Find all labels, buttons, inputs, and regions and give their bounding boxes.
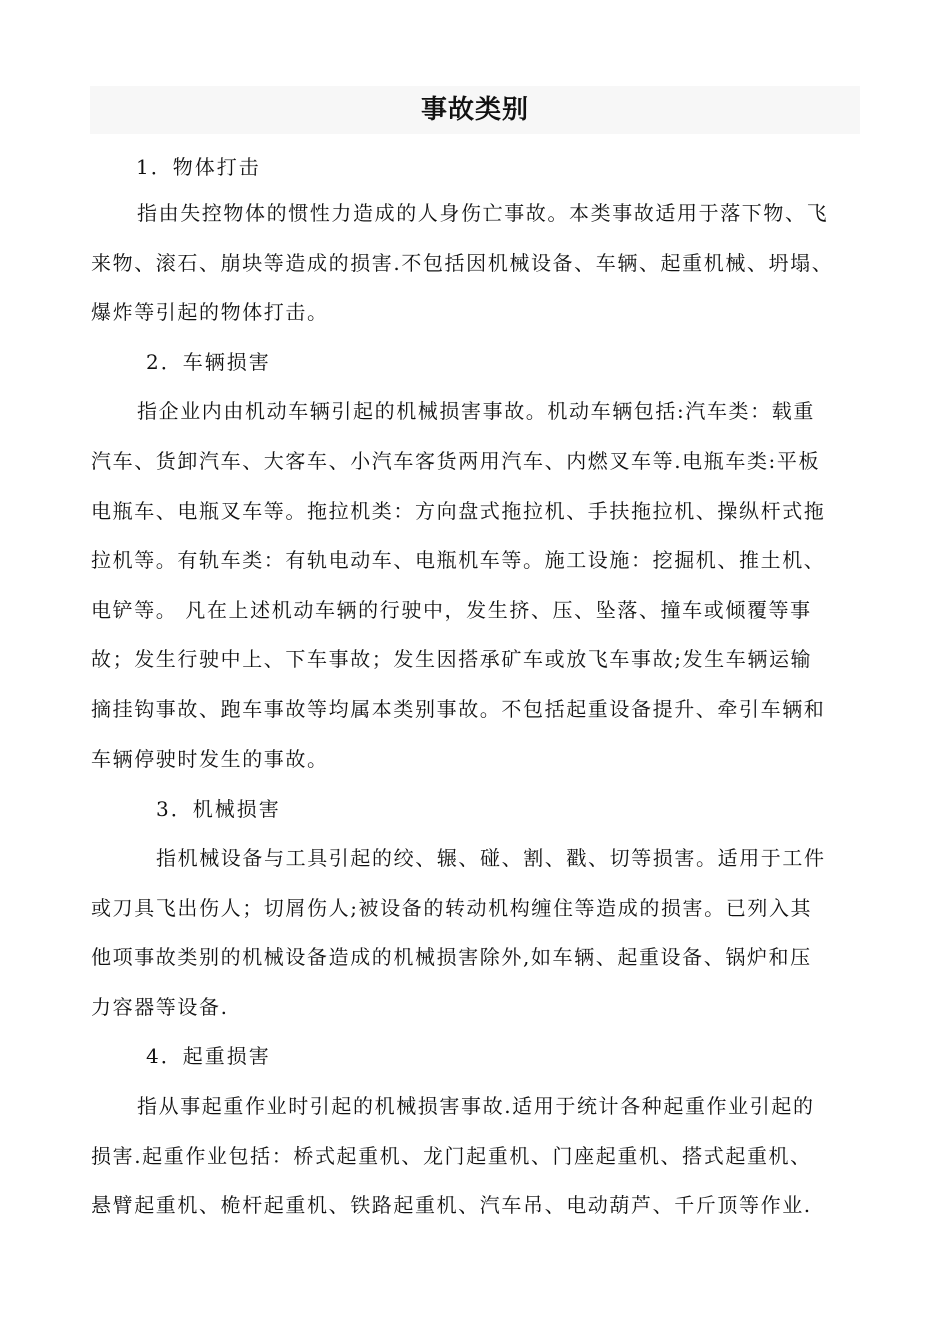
- paragraph-line: 摘挂钩事故、跑车事故等均属本类别事故。不包括起重设备提升、牵引车辆和: [91, 697, 826, 721]
- paragraph-line: 汽车、货卸汽车、大客车、小汽车客货两用汽车、内燃叉车等.电瓶车类:平板: [91, 449, 821, 473]
- paragraph-line: 电瓶车、电瓶叉车等。拖拉机类：方向盘式拖拉机、手扶拖拉机、操纵杆式拖: [91, 499, 826, 523]
- paragraph-line: 他项事故类别的机械设备造成的机械损害除外,如车辆、起重设备、锅炉和压: [91, 945, 812, 969]
- paragraph-line: 或刀具飞出伤人；切屑伤人;被设备的转动机构缠住等造成的损害。已列入其: [91, 896, 813, 920]
- paragraph-line: 指从事起重作业时引起的机械损害事故.适用于统计各种起重作业引起的: [137, 1094, 815, 1118]
- paragraph-line: 悬臂起重机、桅杆起重机、铁路起重机、汽车吊、电动葫芦、千斤顶等作业.: [91, 1193, 812, 1217]
- paragraph-line: 爆炸等引起的物体打击。: [91, 300, 329, 324]
- paragraph-line: 车辆停驶时发生的事故。: [91, 747, 329, 771]
- paragraph-line: 指由失控物体的惯性力造成的人身伤亡事故。本类事故适用于落下物、飞: [137, 201, 829, 225]
- paragraph-line: 指机械设备与工具引起的绞、辗、碰、割、戳、切等损害。适用于工件: [156, 846, 826, 870]
- section-heading-4: 4．起重损害: [146, 1044, 271, 1068]
- section-heading-1: 1．物体打击: [136, 155, 261, 179]
- paragraph-line: 指企业内由机动车辆引起的机械损害事故。机动车辆包括:汽车类：载重: [137, 399, 815, 423]
- section-heading-3: 3．机械损害: [156, 797, 281, 821]
- paragraph-line: 力容器等设备.: [91, 995, 229, 1019]
- paragraph-line: 故；发生行驶中上、下车事故；发生因搭承矿车或放飞车事故;发生车辆运输: [91, 647, 813, 671]
- section-heading-2: 2．车辆损害: [146, 350, 271, 374]
- paragraph-line: 拉机等。有轨车类：有轨电动车、电瓶机车等。施工设施：挖掘机、推土机、: [91, 548, 826, 572]
- paragraph-line: 损害.起重作业包括：桥式起重机、龙门起重机、门座起重机、搭式起重机、: [91, 1144, 812, 1168]
- page-title: 事故类别: [420, 95, 529, 125]
- paragraph-line: 电铲等。 凡在上述机动车辆的行驶中，发生挤、压、坠落、撞车或倾覆等事: [91, 598, 812, 622]
- paragraph-line: 来物、滚石、崩块等造成的损害.不包括因机械设备、车辆、起重机械、坍塌、: [91, 251, 834, 275]
